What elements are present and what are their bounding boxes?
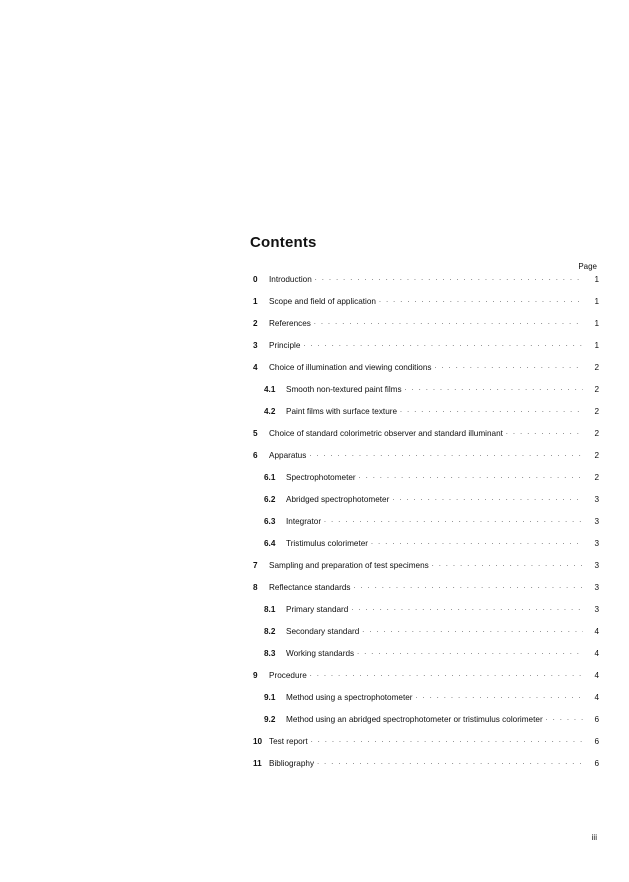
toc-entry-title: Method using an abridged spectrophotometer or tristimulus colorimeter [286, 715, 543, 724]
dot-leader [317, 758, 583, 768]
toc-entry [253, 757, 599, 769]
dot-leader [416, 692, 583, 702]
toc-entry-page: 2 [594, 407, 599, 416]
dot-leader [303, 340, 583, 350]
toc-entry-page: 6 [594, 759, 599, 768]
toc-entry [253, 273, 599, 285]
toc-entry-number: 4 [253, 363, 258, 372]
toc-entry-title: Spectrophotometer [286, 473, 356, 482]
toc-subentry [264, 383, 599, 395]
toc-entry-title: Reflectance standards [269, 583, 351, 592]
toc-entry-number: 10 [253, 737, 263, 746]
toc-entry-number: 6.2 [264, 495, 276, 504]
toc-entry-page: 2 [594, 385, 599, 394]
toc-entry-number: 6.4 [264, 539, 276, 548]
toc-entry [253, 559, 599, 571]
dot-leader [506, 428, 583, 438]
toc-entry-page: 3 [594, 495, 599, 504]
dot-leader [432, 560, 583, 570]
dot-leader [353, 582, 583, 592]
toc-entry-title: Principle [269, 341, 301, 350]
toc-entry-title: Choice of illumination and viewing conditions [269, 363, 432, 372]
toc-entry-page: 3 [594, 605, 599, 614]
toc-entry-number: 4.1 [264, 385, 276, 394]
toc-entry-page: 6 [594, 737, 599, 746]
dot-leader [434, 362, 583, 372]
toc-entry-number: 11 [253, 759, 262, 768]
toc-subentry [264, 603, 599, 615]
toc-entry-page: 1 [594, 297, 599, 306]
dot-leader [359, 472, 583, 482]
toc-entry-number: 6 [253, 451, 258, 460]
toc-entry-page: 4 [594, 693, 599, 702]
toc-entry-page: 2 [594, 451, 599, 460]
toc-entry [253, 581, 599, 593]
dot-leader [379, 296, 583, 306]
toc-entry-number: 5 [253, 429, 258, 438]
toc-entry-title: References [269, 319, 311, 328]
toc-entry-title: Paint films with surface texture [286, 407, 398, 416]
toc-entry-number: 9.1 [264, 693, 276, 702]
toc-entry-page: 2 [594, 473, 599, 482]
toc-entry [253, 295, 599, 307]
toc-subentry [264, 625, 599, 637]
toc-entry-title: Bibliography [269, 759, 315, 768]
page-number: iii [591, 833, 597, 842]
toc-entry-page: 3 [594, 539, 599, 548]
toc-subentry [264, 471, 599, 483]
toc-entry [253, 339, 599, 351]
toc-entry-page: 1 [594, 319, 599, 328]
toc-entry-title: Apparatus [269, 451, 307, 460]
toc-subentry [264, 713, 599, 725]
toc-entry-number: 8.1 [264, 605, 276, 614]
toc-entry-number: 6.1 [264, 473, 276, 482]
toc-entry-number: 8 [253, 583, 258, 592]
dot-leader [357, 648, 583, 658]
dot-leader [351, 604, 583, 614]
page-column-header: Page [578, 262, 597, 271]
toc-entry [253, 449, 599, 461]
toc-entry-number: 2 [253, 319, 258, 328]
dot-leader [310, 670, 583, 680]
toc-entry-page: 6 [594, 715, 599, 724]
toc-entry-title: Working standards [286, 649, 355, 658]
toc-subentry [264, 515, 599, 527]
toc-entry-page: 3 [594, 561, 599, 570]
toc-entry-title: Choice of standard colorimetric observer and standard illuminant [269, 429, 503, 438]
toc-entry [253, 317, 599, 329]
toc-entry-title: Test report [269, 737, 308, 746]
dot-leader [392, 494, 583, 504]
toc-entry-number: 0 [253, 275, 258, 284]
toc-entry-page: 4 [594, 627, 599, 636]
toc-entry [253, 427, 599, 439]
dot-leader [405, 384, 583, 394]
toc-entry-number: 6.3 [264, 517, 276, 526]
toc-entry-number: 8.3 [264, 649, 276, 658]
dot-leader [314, 318, 583, 328]
toc-entry-title: Introduction [269, 275, 312, 284]
toc-entry-page: 2 [594, 363, 599, 372]
toc-entry-number: 9 [253, 671, 258, 680]
toc-entry-title: Abridged spectrophotometer [286, 495, 390, 504]
dot-leader [400, 406, 583, 416]
toc-entry-page: 3 [594, 517, 599, 526]
dot-leader [324, 516, 583, 526]
toc-entry-number: 3 [253, 341, 258, 350]
toc-entry-title: Primary standard [286, 605, 349, 614]
dot-leader [362, 626, 583, 636]
toc-entry [253, 735, 599, 747]
toc-subentry [264, 493, 599, 505]
dot-leader [371, 538, 583, 548]
toc-subentry [264, 691, 599, 703]
page-title: Contents [250, 234, 317, 251]
dot-leader [315, 274, 583, 284]
toc-entry-title: Scope and field of application [269, 297, 376, 306]
toc-entry [253, 669, 599, 681]
toc-entry-title: Secondary standard [286, 627, 360, 636]
dot-leader [546, 714, 583, 724]
toc-entry-number: 4.2 [264, 407, 276, 416]
toc-entry-title: Procedure [269, 671, 307, 680]
dot-leader [311, 736, 583, 746]
toc-entry-page: 4 [594, 649, 599, 658]
toc-entry-number: 1 [253, 297, 258, 306]
toc-entry-title: Tristimulus colorimeter [286, 539, 369, 548]
toc-entry-title: Sampling and preparation of test specimens [269, 561, 429, 570]
toc-entry-page: 2 [594, 429, 599, 438]
toc-subentry [264, 405, 599, 417]
toc-entry-number: 9.2 [264, 715, 276, 724]
toc-entry-page: 3 [594, 583, 599, 592]
toc-subentry [264, 647, 599, 659]
toc-entry [253, 361, 599, 373]
toc-entry-title: Method using a spectrophotometer [286, 693, 413, 702]
toc-subentry [264, 537, 599, 549]
toc-entry-page: 1 [594, 341, 599, 350]
toc-entry-number: 8.2 [264, 627, 276, 636]
toc-entry-title: Integrator [286, 517, 322, 526]
toc-entry-number: 7 [253, 561, 258, 570]
toc-entry-title: Smooth non-textured paint films [286, 385, 402, 394]
dot-leader [309, 450, 583, 460]
toc-entry-page: 1 [594, 275, 599, 284]
toc-entry-page: 4 [594, 671, 599, 680]
